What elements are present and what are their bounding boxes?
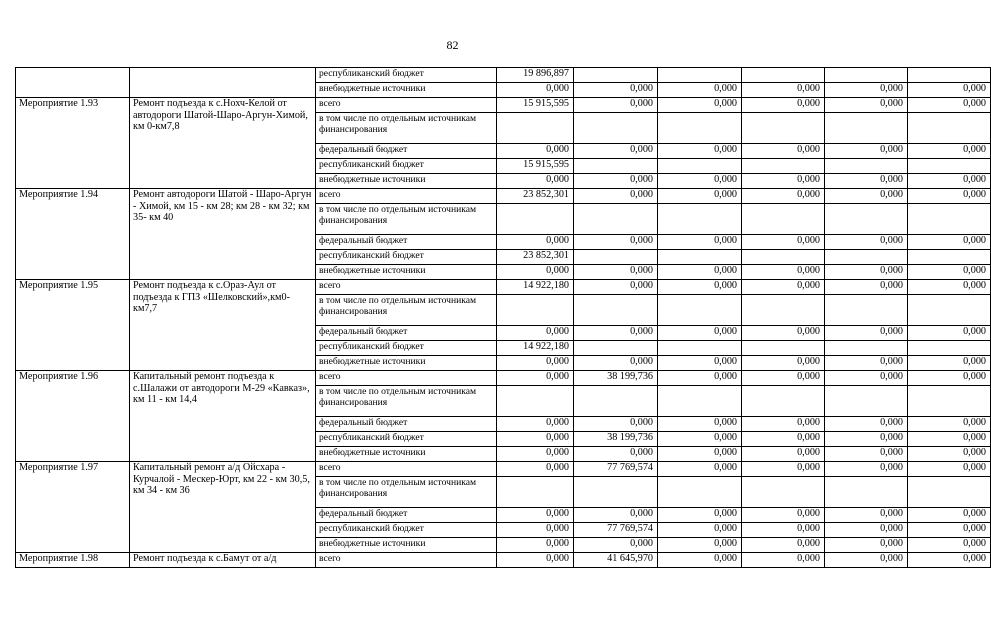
amount-cell: 0,000: [658, 508, 742, 523]
funding-source-cell: внебюджетные источники: [316, 83, 497, 98]
amount-cell: 0,000: [742, 371, 825, 386]
amount-cell: [658, 386, 742, 417]
amount-cell: 0,000: [742, 538, 825, 553]
amount-cell: 0,000: [574, 280, 658, 295]
amount-cell: 0,000: [574, 326, 658, 341]
table-row: [16, 280, 991, 295]
amount-cell: 0,000: [742, 326, 825, 341]
amount-cell: [742, 113, 825, 144]
description-cell: Капитальный ремонт подъезда к с.Шалажи от автодороги М-29 «Кавказ», км 11 - км 14,4: [130, 371, 316, 462]
amount-cell: 0,000: [497, 83, 574, 98]
amount-cell: 0,000: [497, 356, 574, 371]
amount-cell: [908, 68, 991, 83]
amount-cell: 0,000: [497, 432, 574, 447]
amount-cell: 0,000: [497, 144, 574, 159]
amount-cell: 0,000: [825, 144, 908, 159]
measure-cell: Мероприятие 1.97: [16, 462, 130, 553]
amount-cell: [908, 477, 991, 508]
amount-cell: [574, 68, 658, 83]
amount-cell: 77 769,574: [574, 462, 658, 477]
funding-source-cell: всего: [316, 462, 497, 477]
measure-cell: [16, 68, 130, 98]
amount-cell: [574, 341, 658, 356]
amount-cell: [658, 295, 742, 326]
amount-cell: 0,000: [658, 83, 742, 98]
amount-cell: 0,000: [908, 326, 991, 341]
amount-cell: 0,000: [574, 98, 658, 113]
funding-source-cell: федеральный бюджет: [316, 235, 497, 250]
amount-cell: 0,000: [574, 538, 658, 553]
amount-cell: 0,000: [908, 553, 991, 568]
amount-cell: 0,000: [825, 462, 908, 477]
amount-cell: 19 896,897: [497, 68, 574, 83]
funding-source-cell: в том числе по отдельным источникам финансирования: [316, 477, 497, 508]
amount-cell: 0,000: [825, 98, 908, 113]
amount-cell: [742, 159, 825, 174]
amount-cell: [908, 204, 991, 235]
amount-cell: 0,000: [497, 174, 574, 189]
table-row: [16, 98, 991, 113]
amount-cell: 0,000: [742, 553, 825, 568]
amount-cell: [658, 159, 742, 174]
amount-cell: 0,000: [742, 280, 825, 295]
amount-cell: 0,000: [574, 83, 658, 98]
amount-cell: [658, 68, 742, 83]
financing-table-body: [16, 68, 991, 568]
amount-cell: 0,000: [497, 371, 574, 386]
funding-source-cell: всего: [316, 553, 497, 568]
amount-cell: 0,000: [658, 265, 742, 280]
amount-cell: 0,000: [497, 417, 574, 432]
amount-cell: 0,000: [908, 447, 991, 462]
amount-cell: 0,000: [574, 174, 658, 189]
amount-cell: 0,000: [574, 447, 658, 462]
funding-source-cell: республиканский бюджет: [316, 523, 497, 538]
amount-cell: 0,000: [825, 371, 908, 386]
amount-cell: 0,000: [658, 189, 742, 204]
amount-cell: [825, 113, 908, 144]
amount-cell: 0,000: [574, 356, 658, 371]
amount-cell: 0,000: [908, 235, 991, 250]
funding-source-cell: федеральный бюджет: [316, 144, 497, 159]
amount-cell: 0,000: [742, 144, 825, 159]
funding-source-cell: в том числе по отдельным источникам финансирования: [316, 204, 497, 235]
amount-cell: 0,000: [908, 174, 991, 189]
amount-cell: 0,000: [574, 189, 658, 204]
amount-cell: [825, 68, 908, 83]
funding-source-cell: внебюджетные источники: [316, 174, 497, 189]
amount-cell: [497, 204, 574, 235]
amount-cell: 0,000: [742, 265, 825, 280]
amount-cell: 0,000: [908, 356, 991, 371]
funding-source-cell: внебюджетные источники: [316, 356, 497, 371]
amount-cell: [742, 295, 825, 326]
amount-cell: 15 915,595: [497, 159, 574, 174]
amount-cell: [742, 204, 825, 235]
amount-cell: 0,000: [658, 174, 742, 189]
amount-cell: 0,000: [742, 98, 825, 113]
amount-cell: [825, 250, 908, 265]
amount-cell: 0,000: [658, 553, 742, 568]
amount-cell: 0,000: [574, 417, 658, 432]
amount-cell: 0,000: [574, 144, 658, 159]
amount-cell: 0,000: [908, 432, 991, 447]
amount-cell: [825, 159, 908, 174]
amount-cell: 0,000: [658, 523, 742, 538]
amount-cell: 23 852,301: [497, 189, 574, 204]
amount-cell: [742, 68, 825, 83]
financing-table: [15, 67, 991, 568]
table-row: [16, 371, 991, 386]
amount-cell: [574, 477, 658, 508]
amount-cell: [908, 341, 991, 356]
amount-cell: 0,000: [908, 371, 991, 386]
amount-cell: [574, 295, 658, 326]
amount-cell: [825, 295, 908, 326]
table-row: [16, 68, 991, 83]
amount-cell: [658, 204, 742, 235]
amount-cell: 0,000: [497, 462, 574, 477]
amount-cell: 0,000: [742, 523, 825, 538]
measure-cell: Мероприятие 1.98: [16, 553, 130, 568]
amount-cell: [908, 250, 991, 265]
amount-cell: 0,000: [658, 462, 742, 477]
amount-cell: 0,000: [825, 356, 908, 371]
amount-cell: [742, 341, 825, 356]
amount-cell: 0,000: [825, 326, 908, 341]
amount-cell: 0,000: [658, 356, 742, 371]
measure-cell: Мероприятие 1.93: [16, 98, 130, 189]
funding-source-cell: республиканский бюджет: [316, 159, 497, 174]
funding-source-cell: республиканский бюджет: [316, 250, 497, 265]
amount-cell: [658, 341, 742, 356]
description-cell: Капитальный ремонт а/д Ойсхара - Курчалой - Мескер-Юрт, км 22 - км 30,5, км 34 - км 36: [130, 462, 316, 553]
table-row: [16, 189, 991, 204]
funding-source-cell: республиканский бюджет: [316, 68, 497, 83]
amount-cell: 0,000: [497, 326, 574, 341]
amount-cell: [574, 204, 658, 235]
amount-cell: [742, 477, 825, 508]
amount-cell: 0,000: [742, 189, 825, 204]
amount-cell: [825, 386, 908, 417]
amount-cell: [908, 295, 991, 326]
amount-cell: [908, 386, 991, 417]
amount-cell: 0,000: [825, 265, 908, 280]
amount-cell: [908, 113, 991, 144]
funding-source-cell: внебюджетные источники: [316, 447, 497, 462]
amount-cell: 0,000: [497, 553, 574, 568]
amount-cell: 0,000: [908, 280, 991, 295]
measure-cell: Мероприятие 1.95: [16, 280, 130, 371]
amount-cell: [658, 113, 742, 144]
amount-cell: 0,000: [825, 508, 908, 523]
amount-cell: 0,000: [658, 235, 742, 250]
amount-cell: 0,000: [658, 538, 742, 553]
amount-cell: 0,000: [825, 174, 908, 189]
amount-cell: 0,000: [658, 371, 742, 386]
amount-cell: 0,000: [908, 523, 991, 538]
amount-cell: [825, 341, 908, 356]
amount-cell: [574, 386, 658, 417]
amount-cell: [742, 386, 825, 417]
amount-cell: 0,000: [825, 83, 908, 98]
amount-cell: 0,000: [825, 280, 908, 295]
amount-cell: 0,000: [574, 235, 658, 250]
amount-cell: [574, 250, 658, 265]
amount-cell: 23 852,301: [497, 250, 574, 265]
amount-cell: 0,000: [742, 235, 825, 250]
amount-cell: [574, 113, 658, 144]
amount-cell: 0,000: [497, 538, 574, 553]
funding-source-cell: всего: [316, 280, 497, 295]
amount-cell: 0,000: [497, 447, 574, 462]
amount-cell: [574, 159, 658, 174]
amount-cell: 0,000: [574, 508, 658, 523]
measure-cell: Мероприятие 1.96: [16, 371, 130, 462]
amount-cell: 0,000: [825, 189, 908, 204]
funding-source-cell: всего: [316, 371, 497, 386]
amount-cell: 0,000: [742, 83, 825, 98]
amount-cell: 0,000: [742, 356, 825, 371]
amount-cell: 14 922,180: [497, 341, 574, 356]
amount-cell: 0,000: [825, 523, 908, 538]
funding-source-cell: всего: [316, 189, 497, 204]
amount-cell: 0,000: [825, 432, 908, 447]
amount-cell: 0,000: [658, 447, 742, 462]
amount-cell: 38 199,736: [574, 432, 658, 447]
amount-cell: 0,000: [497, 508, 574, 523]
table-row: [16, 553, 991, 568]
amount-cell: 0,000: [742, 174, 825, 189]
amount-cell: 0,000: [742, 417, 825, 432]
amount-cell: [497, 477, 574, 508]
funding-source-cell: федеральный бюджет: [316, 326, 497, 341]
amount-cell: 41 645,970: [574, 553, 658, 568]
amount-cell: 0,000: [742, 462, 825, 477]
page-number: 82: [446, 38, 459, 52]
funding-source-cell: республиканский бюджет: [316, 432, 497, 447]
amount-cell: 0,000: [825, 447, 908, 462]
amount-cell: [742, 250, 825, 265]
description-cell: Ремонт подъезда к с.Ораз-Аул от подъезда к ГПЗ «Шелковский»,км0-км7,7: [130, 280, 316, 371]
amount-cell: 0,000: [742, 508, 825, 523]
amount-cell: 0,000: [908, 98, 991, 113]
amount-cell: 0,000: [658, 326, 742, 341]
amount-cell: 0,000: [908, 538, 991, 553]
amount-cell: 0,000: [825, 553, 908, 568]
table-row: [16, 462, 991, 477]
amount-cell: 0,000: [908, 189, 991, 204]
funding-source-cell: внебюджетные источники: [316, 538, 497, 553]
funding-source-cell: внебюджетные источники: [316, 265, 497, 280]
amount-cell: [658, 250, 742, 265]
amount-cell: 0,000: [908, 265, 991, 280]
amount-cell: 0,000: [497, 523, 574, 538]
amount-cell: 0,000: [825, 235, 908, 250]
amount-cell: 15 915,595: [497, 98, 574, 113]
amount-cell: [497, 386, 574, 417]
amount-cell: [908, 159, 991, 174]
amount-cell: 0,000: [574, 265, 658, 280]
amount-cell: 0,000: [497, 265, 574, 280]
amount-cell: 0,000: [742, 432, 825, 447]
amount-cell: 0,000: [908, 462, 991, 477]
funding-source-cell: федеральный бюджет: [316, 417, 497, 432]
amount-cell: 0,000: [742, 447, 825, 462]
description-cell: [130, 68, 316, 98]
amount-cell: 0,000: [497, 235, 574, 250]
amount-cell: 0,000: [658, 280, 742, 295]
amount-cell: [825, 204, 908, 235]
amount-cell: 14 922,180: [497, 280, 574, 295]
description-cell: Ремонт подъезда к с.Нохч-Келой от автодороги Шатой-Шаро-Аргун-Химой, км 0-км7,8: [130, 98, 316, 189]
description-cell: Ремонт подъезда к с.Бамут от а/д: [130, 553, 316, 568]
amount-cell: 0,000: [908, 144, 991, 159]
amount-cell: 0,000: [825, 417, 908, 432]
amount-cell: 0,000: [658, 432, 742, 447]
amount-cell: [825, 477, 908, 508]
amount-cell: 0,000: [658, 417, 742, 432]
amount-cell: [658, 477, 742, 508]
amount-cell: 0,000: [825, 538, 908, 553]
description-cell: Ремонт автодороги Шатой - Шаро-Аргун - Химой, км 15 - км 28; км 28 - км 32; км 35- км 40: [130, 189, 316, 280]
amount-cell: [497, 295, 574, 326]
amount-cell: 77 769,574: [574, 523, 658, 538]
amount-cell: 0,000: [908, 83, 991, 98]
funding-source-cell: всего: [316, 98, 497, 113]
funding-source-cell: в том числе по отдельным источникам финансирования: [316, 113, 497, 144]
amount-cell: [497, 113, 574, 144]
amount-cell: 0,000: [908, 508, 991, 523]
amount-cell: 38 199,736: [574, 371, 658, 386]
funding-source-cell: республиканский бюджет: [316, 341, 497, 356]
measure-cell: Мероприятие 1.94: [16, 189, 130, 280]
funding-source-cell: в том числе по отдельным источникам финансирования: [316, 386, 497, 417]
amount-cell: 0,000: [658, 144, 742, 159]
amount-cell: 0,000: [658, 98, 742, 113]
funding-source-cell: в том числе по отдельным источникам финансирования: [316, 295, 497, 326]
amount-cell: 0,000: [908, 417, 991, 432]
funding-source-cell: федеральный бюджет: [316, 508, 497, 523]
